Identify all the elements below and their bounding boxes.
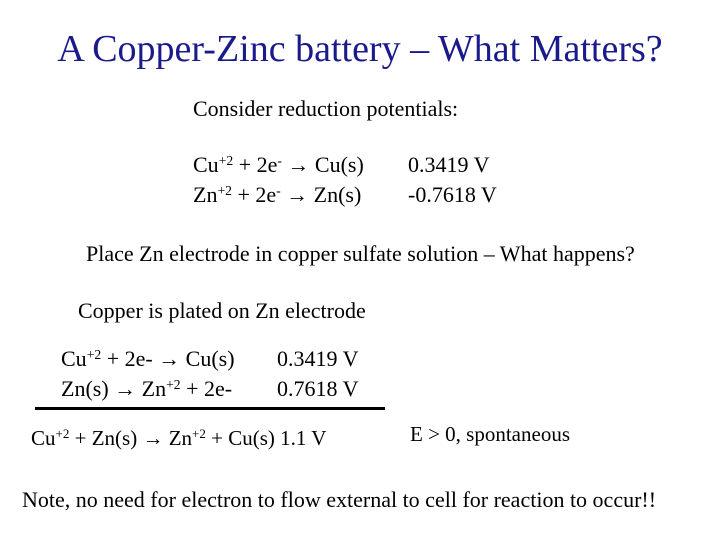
slide-title: A Copper-Zinc battery – What Matters? (57, 28, 663, 70)
intro-text: Consider reduction potentials: (193, 96, 459, 121)
observation-text: Copper is plated on Zn electrode (78, 298, 366, 323)
note-text: Note, no need for electron to flow external to cell for reaction to occur!! (22, 487, 657, 512)
question-text: Place Zn electrode in copper sulfate solution – What happens? (86, 241, 635, 266)
reduction-potential-cu: 0.3419 V (408, 152, 490, 177)
sum-divider-line (35, 407, 385, 410)
reduction-equation-cu: $Cu^{+2} + 2e^- \to Cu(s)$ (193, 152, 364, 177)
reduction-potential-zn: -0.7618 V (408, 182, 497, 207)
half-reaction-oxidation: $Zn(s) \to Zn^{+2} + 2e-$ (61, 376, 233, 401)
half-reaction-reduction-potential: 0.3419 V (277, 346, 359, 371)
reduction-equation-zn: $Zn^{+2} + 2e^- \to Zn(s)$ (193, 182, 362, 207)
half-reaction-reduction: $Cu^{+2} + 2e- \to Cu(s)$ (61, 346, 235, 371)
half-reaction-oxidation-potential: 0.7618 V (277, 376, 359, 401)
conclusion-text: E > 0, spontaneous (410, 422, 570, 446)
overall-reaction: $Cu^{+2} + Zn(s) \to Zn^{+2} + Cu(s)$ 1.1 V (31, 425, 327, 450)
